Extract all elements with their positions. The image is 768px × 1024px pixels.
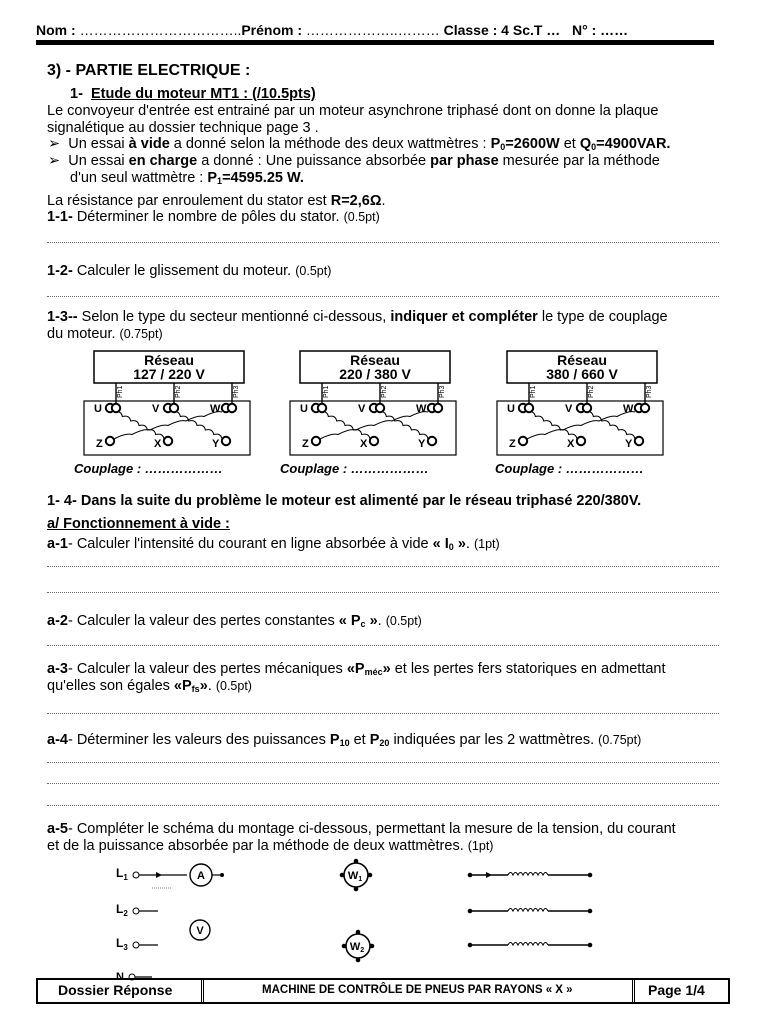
res-a: La résistance par enroulement du stator est — [47, 193, 331, 209]
q12-text: Calculer le glissement du moteur. — [72, 263, 296, 279]
terminal-icon[interactable] — [164, 437, 172, 445]
a3-sym2-b: » — [199, 678, 208, 694]
a4-text: - Déterminer les valeurs des puissances — [67, 732, 330, 748]
b2-d: par phase — [430, 153, 499, 169]
b2-a: Un essai — [68, 153, 129, 169]
coil-icon — [508, 909, 548, 912]
answer-line-a1-1[interactable] — [47, 566, 719, 567]
terminal-label: Z — [509, 438, 516, 450]
terminal-label: W — [416, 403, 427, 415]
res-b: R=2,6Ω — [330, 193, 382, 209]
res-c: . — [381, 193, 386, 209]
phase-label: Ph3 — [233, 385, 240, 398]
classe-label: Classe : 4 Sc.T … — [443, 22, 561, 38]
a5-text: - Compléter le schéma du montage ci-dessous, permettant la mesure de la tension, du courant — [67, 821, 676, 837]
terminal-label: V — [358, 403, 366, 415]
a1-sym-b: » — [453, 536, 466, 552]
a4-pts: (0.75pt) — [598, 733, 642, 747]
a2-sym-a: « P — [338, 613, 361, 629]
terminal-icon[interactable] — [635, 437, 643, 445]
terminal-label: U — [300, 403, 308, 415]
answer-line-1-1[interactable] — [47, 242, 719, 243]
terminal-icon[interactable] — [112, 404, 120, 412]
answer-line-a4-3[interactable] — [47, 805, 719, 806]
part-a-title: a/ Fonctionnement à vide : — [47, 516, 230, 532]
answer-line-a4-2[interactable] — [47, 783, 719, 784]
footer-divider — [632, 980, 635, 1002]
terminal-l1 — [133, 872, 139, 878]
header-rule — [36, 40, 714, 45]
a4-end: indiquées par les 2 wattmètres. — [389, 732, 599, 748]
q13-c: le type de couplage — [537, 309, 668, 325]
terminal-label: Y — [212, 438, 220, 450]
terminal-icon[interactable] — [519, 437, 527, 445]
answer-line-a4-1[interactable] — [47, 762, 719, 763]
a2-sym-sub: c — [360, 619, 366, 629]
a3-pts: (0.5pt) — [215, 679, 252, 693]
b1-g: Q — [579, 136, 592, 152]
terminal-label: W — [210, 403, 221, 415]
terminal-icon[interactable] — [106, 437, 114, 445]
question-a5 — [47, 821, 676, 837]
b1-d: P — [490, 136, 501, 152]
answer-line-a3[interactable] — [47, 713, 719, 714]
a3-l2a: qu'elles son égales — [47, 678, 174, 694]
b2-l2a: d'un seul wattmètre : — [70, 170, 208, 186]
phase-label: Ph3 — [646, 385, 653, 398]
network-diagram — [495, 349, 695, 486]
a1-pts: (1pt) — [473, 537, 500, 551]
a4-num: a-4 — [47, 732, 68, 748]
intro-line-2: signalétique au dossier technique page 3 . — [47, 120, 319, 136]
current-arrow-icon — [486, 872, 492, 878]
q13-l2: du moteur. — [47, 326, 120, 342]
b1-f: et — [559, 136, 580, 152]
question-a2 — [47, 613, 422, 629]
coil-icon — [508, 943, 548, 946]
terminal-icon[interactable] — [428, 437, 436, 445]
couplage-field[interactable]: Couplage : ……………… — [280, 461, 429, 476]
couplage-field[interactable]: Couplage : ……………… — [495, 461, 644, 476]
a1-sym-a: « I — [432, 536, 449, 552]
arrow-bullet-icon: ➢ — [48, 136, 61, 152]
phase-label: Ph1 — [323, 385, 330, 398]
a1-sym-sub: 0 — [448, 542, 454, 552]
a5-num: a-5 — [47, 821, 68, 837]
b1-c: a donné selon la méthode des deux wattmètres : — [169, 136, 491, 152]
footer-right: Page 1/4 — [648, 982, 705, 998]
phase-label: Ph1 — [117, 385, 124, 398]
q13-pts: (0.75pt) — [119, 327, 163, 341]
network-title: Réseau — [557, 352, 607, 368]
terminal-icon[interactable] — [376, 404, 384, 412]
a3-sym1-a: «P — [346, 661, 365, 677]
wattmeter-w1-label: W1 — [347, 870, 363, 883]
terminal-icon[interactable] — [318, 404, 326, 412]
a1-dot: . — [465, 536, 474, 552]
footer-left: Dossier Réponse — [58, 982, 173, 998]
b2-e: mesurée par la méthode — [498, 153, 660, 169]
a4-p10-sub: 10 — [339, 738, 350, 748]
network-title: Réseau — [350, 352, 400, 368]
a2-dot: . — [377, 613, 386, 629]
terminal-icon[interactable] — [641, 404, 649, 412]
network-voltage: 380 / 660 V — [546, 366, 618, 382]
bullet-essai-charge — [48, 153, 660, 169]
answer-line-a2[interactable] — [47, 645, 719, 646]
question-a3-l2 — [47, 678, 252, 694]
prenom-field[interactable]: ………………..……… — [305, 22, 440, 38]
neutral-label: N — [116, 971, 124, 983]
terminal-l3 — [133, 942, 139, 948]
q11-num: 1-1- — [47, 209, 73, 225]
terminal-icon[interactable] — [577, 437, 585, 445]
q11-pts: (0.5pt) — [343, 210, 380, 224]
a4-p20: P — [369, 732, 380, 748]
footer-center: MACHINE DE CONTRÔLE DE PNEUS PAR RAYONS « X » — [262, 984, 573, 996]
b2-l2c: =4595.25 W. — [222, 170, 304, 186]
a1-text: - Calculer l'intensité du courant en ligne absorbée à vide — [67, 536, 433, 552]
network-diagram — [280, 349, 488, 486]
line-l1-label: $L_1$ — [116, 866, 128, 882]
a3-text2: et les pertes fers statoriques en admettant — [390, 661, 666, 677]
phase-label: Ph2 — [175, 385, 182, 398]
a3-sym1-b: » — [382, 661, 391, 677]
b1-a: Un essai — [68, 136, 129, 152]
terminal-icon[interactable] — [228, 404, 236, 412]
a3-sym2-a: «P — [173, 678, 192, 694]
coupling-terminal-board — [74, 349, 282, 481]
couplage-field[interactable]: Couplage : ……………… — [74, 461, 223, 476]
line-l2-label: $L_2$ — [116, 902, 128, 918]
q13-a: Selon le type du secteur mentionné ci-dessous, — [77, 309, 391, 325]
terminal-label: Z — [96, 438, 103, 450]
terminal-label: U — [507, 403, 515, 415]
terminal-label: X — [567, 438, 575, 450]
terminal-l2 — [133, 908, 139, 914]
motor-load-coils — [468, 872, 593, 947]
network-diagram — [74, 349, 282, 486]
prenom-label: Prénom : — [241, 22, 303, 38]
terminal-label: V — [565, 403, 573, 415]
b1-e: =2600W — [505, 136, 560, 152]
terminal-label: U — [94, 403, 102, 415]
a4-p10: P — [329, 732, 340, 748]
question-a4 — [47, 732, 641, 748]
question-1-3 — [47, 309, 668, 325]
question-1-1 — [47, 209, 380, 225]
b1-g-sub: 0 — [591, 142, 597, 152]
numero-label: N° : …… — [571, 22, 629, 38]
a2-pts: (0.5pt) — [385, 614, 422, 628]
phase-label: Ph2 — [588, 385, 595, 398]
terminal-label: X — [154, 438, 162, 450]
a3-l2b: . — [207, 678, 216, 694]
nom-field[interactable]: …………………………….. — [79, 22, 242, 38]
q11-text: Déterminer le nombre de pôles du stator. — [72, 209, 344, 225]
a4-p20-sub: 20 — [379, 738, 390, 748]
q12-pts: (0.5pt) — [295, 264, 332, 278]
arrow-bullet-icon: ➢ — [48, 153, 61, 169]
answer-line-1-2[interactable] — [47, 296, 719, 297]
a3-num: a-3 — [47, 661, 68, 677]
intro-line-1: Le convoyeur d'entrée est entrainé par un moteur asynchrone triphasé dont on donne la plaque — [47, 103, 659, 119]
terminal-icon[interactable] — [370, 437, 378, 445]
terminal-label: Z — [302, 438, 309, 450]
b2-l2b: P — [207, 170, 218, 186]
a4-mid: et — [349, 732, 370, 748]
coupling-terminal-board — [495, 349, 695, 481]
a3-sym1-sub: méc — [364, 667, 383, 677]
question-a3 — [47, 661, 666, 677]
footer-divider — [201, 980, 204, 1002]
a2-text: - Calculer la valeur des pertes constantes — [67, 613, 339, 629]
coil-icon — [508, 873, 548, 876]
nom-label: Nom : — [36, 22, 76, 38]
terminal-label: Y — [418, 438, 426, 450]
network-voltage: 127 / 220 V — [133, 366, 205, 382]
ammeter-label: A — [197, 870, 205, 882]
question-1-4: 1- 4- Dans la suite du problème le moteur est alimenté par le réseau triphasé 220/380V. — [47, 493, 642, 509]
terminal-label: Y — [625, 438, 633, 450]
a3-text: - Calculer la valeur des pertes mécaniques — [67, 661, 347, 677]
question-1-3-l2 — [47, 326, 163, 342]
voltmeter-label: V — [196, 925, 204, 937]
question-a1 — [47, 536, 500, 552]
terminal-icon[interactable] — [222, 437, 230, 445]
subsection-num: 1- — [70, 86, 83, 102]
b1-h: =4900VAR. — [596, 136, 671, 152]
a5-pts: (1pt) — [467, 839, 494, 853]
b2-b: en charge — [128, 153, 198, 169]
terminal-icon[interactable] — [170, 404, 178, 412]
coupling-terminal-board — [280, 349, 488, 481]
a1-num: a-1 — [47, 536, 68, 552]
terminal-icon[interactable] — [583, 404, 591, 412]
network-title: Réseau — [144, 352, 194, 368]
question-1-2 — [47, 263, 331, 279]
current-arrow-icon — [156, 872, 162, 878]
question-a5-l2 — [47, 838, 493, 854]
terminal-icon[interactable] — [434, 404, 442, 412]
b2-l2b-sub: 1 — [217, 176, 223, 186]
terminal-icon[interactable] — [525, 404, 533, 412]
student-header — [36, 22, 726, 38]
line-l3-label: $L_3$ — [116, 936, 128, 952]
wattmeter-schematic — [100, 858, 620, 983]
a5-l2: et de la puissance absorbée par la méthode de deux wattmètres. — [47, 838, 468, 854]
b1-d-sub: 0 — [500, 142, 506, 152]
resistance-line — [47, 193, 385, 209]
a2-sym-b: » — [365, 613, 378, 629]
b2-c: a donné : Une puissance absorbée — [197, 153, 431, 169]
q13-num: 1-3-- — [47, 309, 78, 325]
q12-num: 1-2- — [47, 263, 73, 279]
bullet-essai-charge-l2 — [70, 170, 304, 186]
network-voltage: 220 / 380 V — [339, 366, 411, 382]
answer-line-a1-2[interactable] — [47, 592, 719, 593]
terminal-label: X — [360, 438, 368, 450]
phase-label: Ph3 — [439, 385, 446, 398]
a2-num: a-2 — [47, 613, 68, 629]
subsection-title — [70, 86, 316, 102]
terminal-label: W — [623, 403, 634, 415]
b1-b: à vide — [128, 136, 170, 152]
terminal-label: V — [152, 403, 160, 415]
terminal-icon[interactable] — [312, 437, 320, 445]
phase-label: Ph1 — [530, 385, 537, 398]
wattmeter-w2-label: W2 — [349, 941, 365, 954]
a3-sym2-sub: fs — [191, 684, 200, 694]
phase-label: Ph2 — [381, 385, 388, 398]
page-footer — [36, 978, 730, 1004]
section-title: 3) - PARTIE ELECTRIQUE : — [47, 62, 251, 79]
q13-b: indiquer et compléter — [390, 309, 538, 325]
subsection-label: Etude du moteur MT1 : (/10.5pts) — [90, 86, 316, 102]
bullet-essai-vide — [48, 136, 670, 152]
